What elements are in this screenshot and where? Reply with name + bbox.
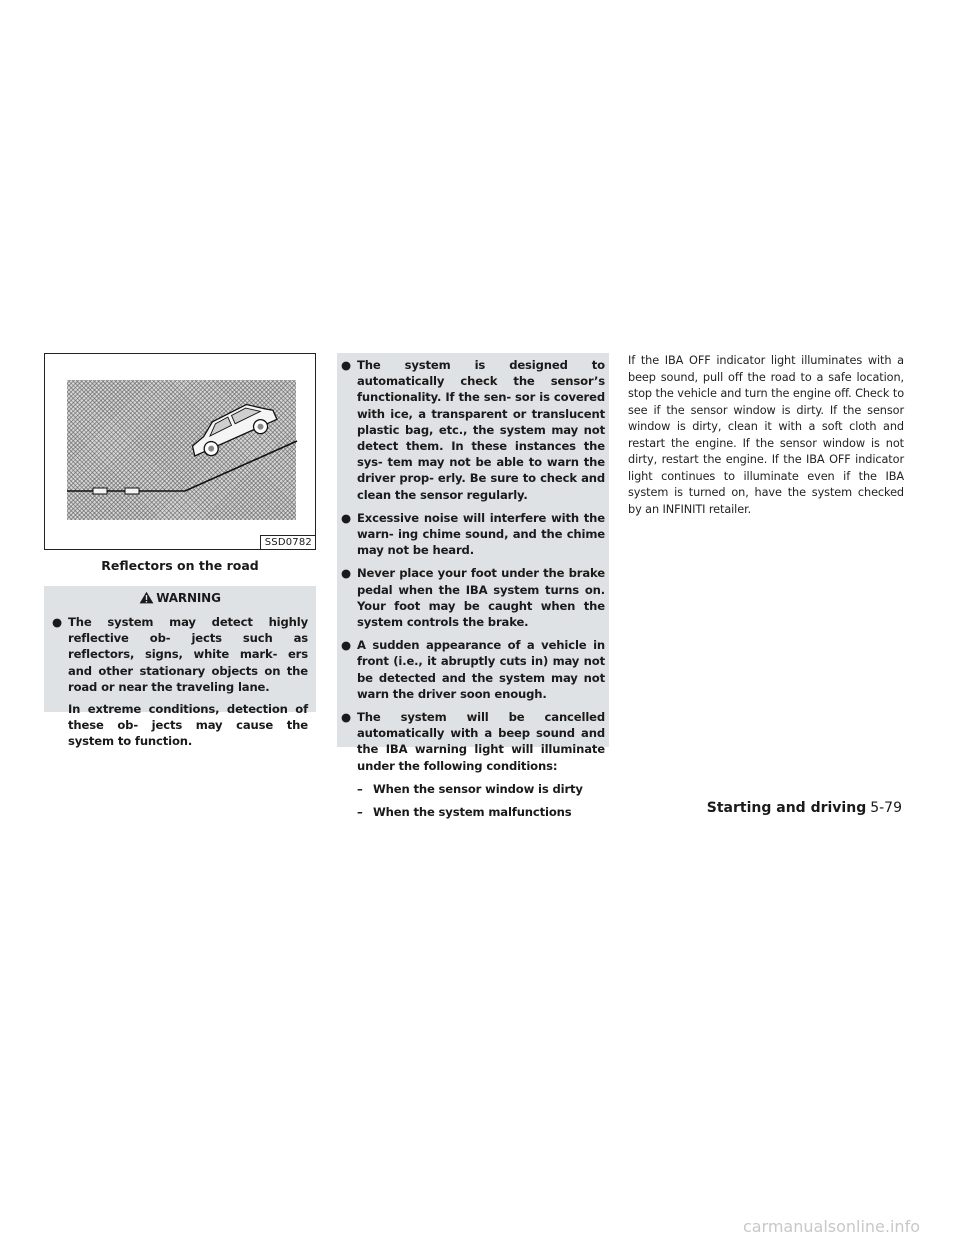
figure-id: SSD0782 xyxy=(260,535,315,549)
bullet-icon: ● xyxy=(341,638,351,653)
car-on-slope-illustration xyxy=(45,354,317,551)
warning-text: The system will be cancelled automatically with a beep sound and the IBA warning light will illuminate under the following conditions: xyxy=(357,710,605,773)
illustration-figure xyxy=(44,353,316,550)
warning-item xyxy=(341,709,605,774)
sub-item xyxy=(341,781,605,797)
warning-triangle-icon xyxy=(139,591,154,604)
warning-item xyxy=(341,357,605,503)
warning-item xyxy=(341,565,605,630)
sub-item-text: When the sensor window is dirty xyxy=(373,781,583,796)
watermark: carmanualsonline.info xyxy=(742,1217,920,1236)
sub-item xyxy=(341,804,605,820)
warning-paragraph: In extreme conditions, detection of these ob- jects may cause the system to function. xyxy=(68,702,308,749)
warning-text: The system is designed to automatically check the sensor’s functionality. If the sen- sor is covered with ice, a transparent or translucent plastic bag, etc., the system may not detect them. In these instances the sys- tem may not be able to warn the driver prop- erly. Be sure to check and clean the sensor regularly. xyxy=(357,358,605,502)
warning-text: Never place your foot under the brake pedal when the IBA system turns on. Your foot may be caught when the system controls the brake. xyxy=(357,566,605,630)
footer-section: Starting and driving xyxy=(706,800,867,816)
bullet-icon: ● xyxy=(341,710,351,725)
warning-box-middle xyxy=(337,353,609,820)
car-icon xyxy=(184,396,280,463)
page-footer xyxy=(707,800,902,816)
figure-caption: Reflectors on the road xyxy=(101,558,259,573)
dash-icon: – xyxy=(357,805,363,820)
bullet-icon: ● xyxy=(341,510,351,525)
warning-text: Excessive noise will interfere with the warn- ing chime sound, and the chime may not be heard. xyxy=(357,510,605,558)
sub-item-text: When the system malfunctions xyxy=(373,805,572,820)
bullet-icon: ● xyxy=(341,566,351,581)
warning-text: A sudden appearance of a vehicle in front (i.e., it abruptly cuts in) may not be detected and the system may not warn the driver soon enough. xyxy=(357,638,605,701)
bullet-icon: ● xyxy=(341,358,351,372)
body-paragraph: If the IBA OFF indicator light illuminates with a beep sound, pull off the road to a safe location, stop the vehicle and turn the engine off. Check to see if the sensor window is dirty. If the sensor window is dirty, clean it with a soft cloth and restart the engine. If the sensor window is not dirty, restart the engine. If the IBA OFF indicator light continues to illuminate even if the IBA system is turned on, have the system checked by an INFINITI retailer. xyxy=(628,354,904,516)
warning-heading xyxy=(52,586,308,608)
page-number: 5-79 xyxy=(870,800,902,816)
dash-icon: – xyxy=(357,781,363,796)
warning-paragraph: The system may detect highly reflective ob- jects such as reflectors, signs, white mark- ers and other stationary objects on the road or near the traveling lane. xyxy=(68,615,308,694)
warning-box-left xyxy=(44,586,316,749)
warning-title: WARNING xyxy=(156,591,221,605)
warning-item xyxy=(341,510,605,559)
bullet-icon: ● xyxy=(52,615,62,629)
warning-item xyxy=(52,614,308,750)
warning-item xyxy=(341,637,605,702)
